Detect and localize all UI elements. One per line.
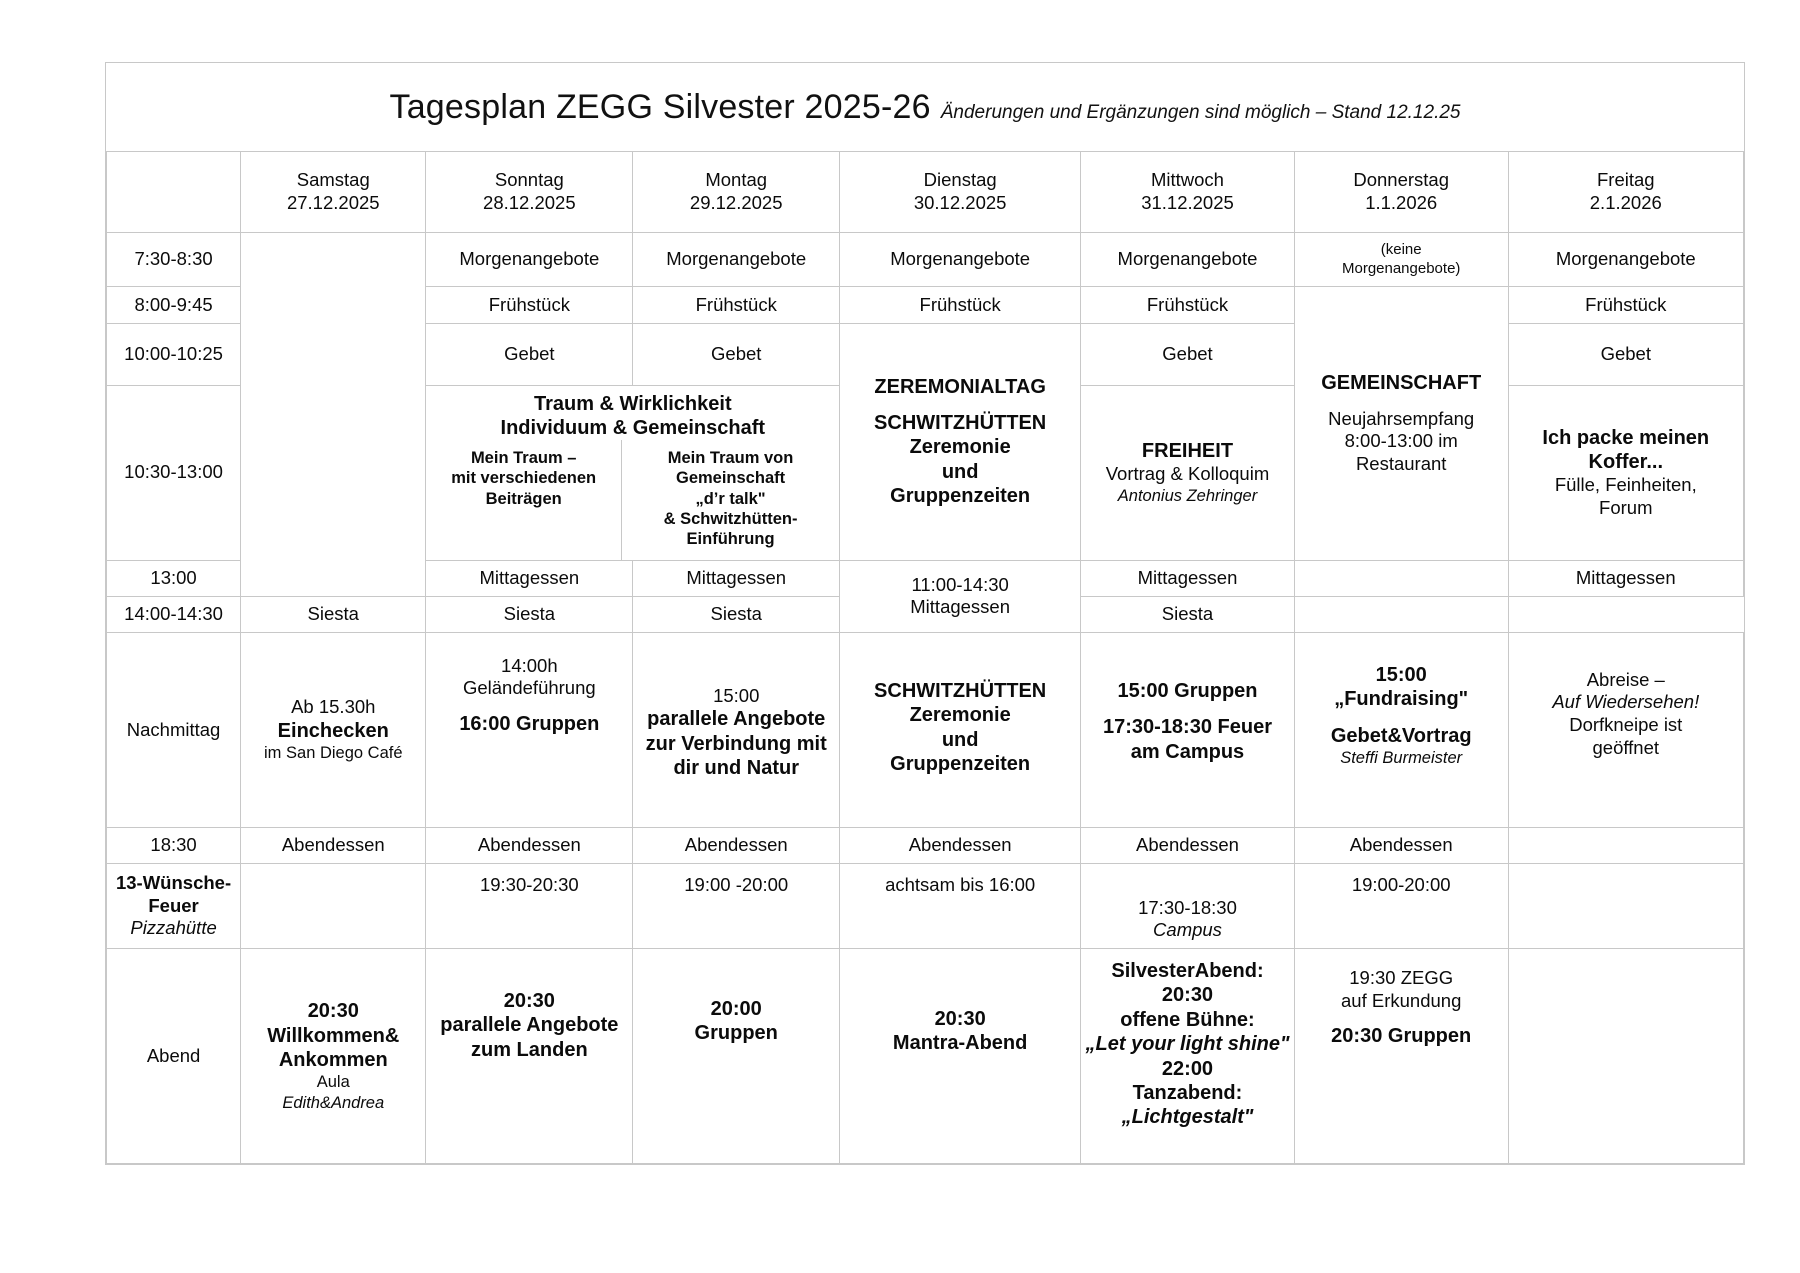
text-line: SilvesterAbend:	[1111, 960, 1264, 982]
text-line: Forum	[1599, 496, 1653, 518]
cell-mon-dinner: Abendessen	[633, 827, 840, 863]
time-label-morning: 7:30-8:30	[107, 232, 241, 287]
day-header-freitag	[1508, 151, 1743, 232]
text-line: „Let your light shine"	[1085, 1033, 1290, 1056]
text-line: Mantra-Abend	[892, 1032, 1028, 1055]
cell-sun-dinner: Abendessen	[426, 827, 633, 863]
text-line: Geländeführung	[462, 677, 596, 699]
text-line: Gemeinschaft	[675, 469, 786, 488]
text-line: zum Landen	[471, 1038, 588, 1061]
schedule-sheet	[105, 62, 1745, 1165]
text-line: Mein Traum –	[470, 449, 577, 468]
day-date: 31.12.2025	[1141, 191, 1234, 213]
cell-wed-breakfast: Frühstück	[1081, 287, 1295, 323]
row-evening	[107, 949, 1744, 1164]
cell-wed-freedom	[1081, 385, 1295, 560]
document-title	[107, 63, 1744, 151]
text-line: Einchecken	[277, 719, 389, 742]
text-line: 15:00	[1375, 663, 1427, 686]
cell-sat-empty-morning	[241, 232, 426, 596]
cell-sat-dinner: Abendessen	[241, 827, 426, 863]
day-header-sonntag	[426, 151, 633, 232]
cell-wed-lunch: Mittagessen	[1081, 560, 1295, 596]
cell-mon-breakfast: Frühstück	[633, 287, 840, 323]
title-subtitle-text: Änderungen und Ergänzungen sind möglich – Stand 12.12.25	[940, 102, 1461, 124]
text-line: Individuum & Gemeinschaft	[500, 416, 766, 439]
cell-mon-lunch: Mittagessen	[633, 560, 840, 596]
cell-fri-afternoon	[1508, 632, 1743, 827]
day-name: Mittwoch	[1150, 169, 1224, 191]
text-line: 20:00	[710, 998, 762, 1020]
text-line: „d’r talk"	[695, 489, 766, 508]
text-line: & Schwitzhütten-	[663, 509, 798, 528]
text-line: Vortrag & Kolloquim	[1105, 463, 1270, 485]
text-line: dir und Natur	[673, 757, 799, 780]
time-label-breakfast: 8:00-9:45	[107, 287, 241, 323]
cell-mon-siesta: Siesta	[426, 596, 633, 632]
text-line: Morgenangebote)	[1341, 259, 1461, 277]
time-label-siesta: 14:00-14:30	[107, 596, 241, 632]
text-line: (keine	[1380, 241, 1422, 259]
cell-tue-evening	[840, 949, 1081, 1164]
day-name: Sonntag	[494, 169, 564, 191]
text-line: Einführung	[686, 529, 775, 548]
text-line: parallele Angebote	[440, 1014, 619, 1037]
text-line: ZEREMONIALTAG	[874, 375, 1046, 398]
text-line: Dorfkneipe ist	[1569, 713, 1683, 735]
cell-mon-dream	[622, 440, 839, 559]
cell-sun-mon-theme-block	[426, 385, 840, 560]
text-line: Gruppenzeiten	[890, 753, 1031, 775]
cell-fri-breakfast: Frühstück	[1508, 287, 1743, 323]
text-line: Willkommen&	[267, 1024, 400, 1047]
text-line: Auf Wiedersehen!	[1552, 691, 1700, 713]
text-line: GEMEINSCHAFT	[1321, 372, 1482, 395]
text-line: SCHWITZHÜTTEN	[874, 679, 1047, 702]
cell-tue-fire: achtsam bis 16:00	[840, 864, 1081, 949]
cell-fri-lunch: Mittagessen	[1508, 560, 1743, 596]
text-line: 17:30-18:30 Feuer	[1103, 716, 1272, 739]
time-label-morning-block: 10:30-13:00	[107, 385, 241, 560]
text-line: offene Bühne:	[1120, 1008, 1255, 1031]
cell-sun-siesta: Siesta	[241, 596, 426, 632]
day-header-dienstag	[840, 151, 1081, 232]
text-line: „Lichtgestalt"	[1121, 1106, 1254, 1129]
day-name: Montag	[705, 169, 768, 191]
text-line: Edith&Andrea	[282, 1093, 385, 1112]
text-line: Restaurant	[1355, 452, 1447, 474]
cell-tue-ceremonial-block	[840, 323, 1081, 560]
text-line: Feuer	[148, 894, 199, 916]
time-label-prayer: 10:00-10:25	[107, 323, 241, 385]
text-line: 14:00h	[501, 654, 558, 676]
day-date: 27.12.2025	[286, 191, 380, 213]
text-line: 20:30	[934, 1008, 986, 1030]
text-line: zur Verbindung mit	[645, 732, 827, 755]
row-afternoon	[107, 632, 1744, 827]
text-line: Tanzabend:	[1132, 1081, 1243, 1104]
cell-thu-morning	[1294, 232, 1508, 287]
cell-sun-fire: 19:30-20:30	[426, 864, 633, 949]
text-line: Mein Traum von	[667, 449, 794, 468]
text-line: 20:30	[1161, 984, 1214, 1007]
cell-sat-evening	[241, 949, 426, 1164]
cell-sat-checkin	[241, 632, 426, 827]
text-line: Ich packe meinen	[1542, 426, 1710, 449]
day-name: Freitag	[1596, 169, 1655, 191]
text-line: 15:00	[713, 684, 760, 706]
text-line: Zeremonie	[909, 436, 1011, 459]
cell-mon-afternoon	[633, 632, 840, 827]
text-line: geöffnet	[1592, 736, 1660, 758]
day-date: 29.12.2025	[689, 191, 783, 213]
row-wishes-fire	[107, 864, 1744, 949]
cell-tue-morning: Morgenangebote	[840, 232, 1081, 287]
cell-mon-prayer: Gebet	[633, 323, 840, 385]
day-header-mittwoch	[1081, 151, 1295, 232]
day-name: Dienstag	[923, 169, 997, 191]
cell-wed-afternoon	[1081, 632, 1295, 827]
text-line: 20:30 Gruppen	[1331, 1025, 1472, 1048]
cell-tue-breakfast: Frühstück	[840, 287, 1081, 323]
text-line: am Campus	[1130, 740, 1245, 763]
text-line: Gruppenzeiten	[890, 485, 1031, 508]
cell-sun-morning: Morgenangebote	[426, 232, 633, 287]
cell-wed-morning: Morgenangebote	[1081, 232, 1295, 287]
text-line: 15:00 Gruppen	[1117, 679, 1258, 702]
text-line: 11:00-14:30	[911, 573, 1009, 595]
text-line: Neujahrsempfang	[1328, 407, 1475, 429]
text-line: 19:30 ZEGG	[1349, 967, 1454, 988]
text-line: parallele Angebote	[647, 708, 826, 731]
cell-thu-dinner: Abendessen	[1294, 827, 1508, 863]
cell-fri-morning: Morgenangebote	[1508, 232, 1743, 287]
cell-sun-afternoon	[426, 632, 633, 827]
text-line: Ankommen	[278, 1049, 388, 1072]
day-header-donnerstag	[1294, 151, 1508, 232]
day-header-montag	[633, 151, 840, 232]
cell-fri-evening-empty	[1508, 949, 1743, 1164]
cell-sun-evening	[426, 949, 633, 1164]
cell-thu-fire: 19:00-20:00	[1294, 864, 1508, 949]
time-label-wishes-fire	[107, 864, 241, 949]
day-name: Samstag	[296, 169, 370, 191]
text-line: Aula	[316, 1073, 350, 1092]
cell-wed-siesta: Siesta	[633, 596, 840, 632]
text-line: Beiträgen	[485, 489, 562, 508]
day-date: 1.1.2026	[1365, 191, 1438, 213]
text-line: Koffer...	[1588, 451, 1663, 474]
cell-wed-prayer: Gebet	[1081, 323, 1295, 385]
text-line: Steffi Burmeister	[1340, 749, 1463, 767]
text-line: auf Erkundung	[1341, 989, 1462, 1011]
text-line: 20:30	[503, 990, 555, 1012]
text-line: Pizzahütte	[130, 917, 217, 939]
cell-sun-dream	[426, 440, 622, 559]
cell-wed-dinner: Abendessen	[1081, 827, 1295, 863]
time-label-afternoon: Nachmittag	[107, 632, 241, 827]
cell-tue-lunch	[840, 560, 1081, 632]
cell-tue-afternoon	[840, 632, 1081, 827]
cell-sun-lunch: Mittagessen	[426, 560, 633, 596]
cell-tue-dinner: Abendessen	[840, 827, 1081, 863]
text-line: und	[941, 728, 979, 751]
text-line: SCHWITZHÜTTEN	[874, 411, 1047, 434]
cell-wed-fire	[1081, 864, 1295, 949]
cell-fri-siesta-empty	[1294, 596, 1508, 632]
text-line: FREIHEIT	[1141, 440, 1234, 463]
text-line: „Fundraising"	[1334, 688, 1469, 711]
cell-sat-fire-empty	[241, 864, 426, 949]
text-line: Gebet&Vortrag	[1330, 724, 1472, 747]
text-line: 8:00-13:00 im	[1344, 430, 1458, 452]
text-line: und	[941, 460, 979, 483]
text-line: 17:30-18:30	[1138, 896, 1237, 918]
cell-wed-evening	[1081, 949, 1295, 1164]
text-line: im San Diego Café	[264, 744, 403, 763]
text-line: Campus	[1153, 919, 1222, 941]
text-line: Fülle, Feinheiten,	[1554, 474, 1697, 496]
row-morning-offers	[107, 232, 1744, 287]
cell-mon-evening	[633, 949, 840, 1164]
text-line: Zeremonie	[909, 704, 1011, 727]
cell-thu-lunch-empty	[1294, 560, 1508, 596]
day-name: Donnerstag	[1353, 169, 1450, 191]
text-line: Gruppen	[694, 1022, 778, 1045]
text-line: Ab 15.30h	[291, 696, 376, 718]
title-row	[107, 63, 1744, 151]
text-line: Mittagessen	[910, 596, 1011, 618]
text-line: mit verschiedenen	[451, 469, 597, 488]
cell-fri-suitcase	[1508, 385, 1743, 560]
cell-thu-afternoon	[1294, 632, 1508, 827]
corner-cell	[107, 151, 241, 232]
day-header-row	[107, 151, 1744, 232]
time-label-lunch: 13:00	[107, 560, 241, 596]
cell-sun-prayer: Gebet	[426, 323, 633, 385]
cell-thu-evening	[1294, 949, 1508, 1164]
day-header-samstag	[241, 151, 426, 232]
row-dinner	[107, 827, 1744, 863]
cell-thu-community-block	[1294, 287, 1508, 560]
cell-mon-morning: Morgenangebote	[633, 232, 840, 287]
text-line: 20:30	[307, 1000, 359, 1023]
text-line: Traum & Wirklichkeit	[533, 392, 732, 415]
text-line: 22:00	[1161, 1057, 1214, 1080]
text-line: 13-Wünsche-	[115, 872, 232, 894]
cell-sun-breakfast: Frühstück	[426, 287, 633, 323]
cell-fri-prayer: Gebet	[1508, 323, 1743, 385]
text-line: 16:00 Gruppen	[459, 712, 600, 735]
cell-fri-fire-empty	[1508, 864, 1743, 949]
title-main-text: Tagesplan ZEGG Silvester 2025-26	[389, 88, 931, 127]
day-date: 2.1.2026	[1589, 191, 1662, 213]
day-date: 28.12.2025	[483, 191, 576, 213]
cell-fri-dinner-empty	[1508, 827, 1743, 863]
theme-header	[426, 386, 839, 441]
time-label-evening: Abend	[107, 949, 241, 1164]
cell-thu-siesta: Siesta	[1081, 596, 1295, 632]
time-label-dinner: 18:30	[107, 827, 241, 863]
schedule-table	[106, 63, 1744, 1164]
day-date: 30.12.2025	[913, 191, 1007, 213]
cell-mon-fire: 19:00 -20:00	[633, 864, 840, 949]
text-line: Abreise –	[1586, 668, 1665, 690]
text-line: Antonius Zehringer	[1117, 486, 1258, 505]
